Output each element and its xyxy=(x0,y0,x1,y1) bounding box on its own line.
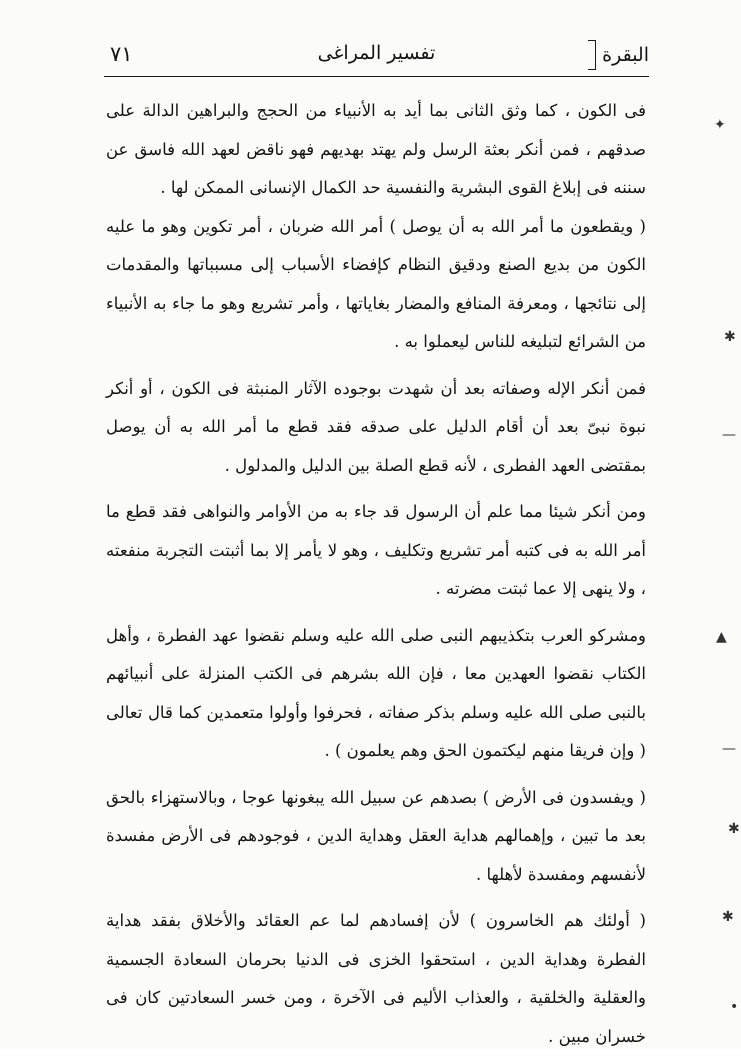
surah-name: البقرة xyxy=(602,44,649,66)
book-title: تفسير المراغى xyxy=(317,42,436,64)
paragraph-5: ومشركو العرب بتكذيبهم النبى صلى الله عليه وسلم نقضوا عهد الفطرة ، وأهل الكتاب نقضوا العهدين معا ، فإن الله بشرهم فى الكتب المنزلة على أنبيائهم بالنبى صلى الله عليه وسلم بذكر صفاته ، فحرفوا وأولوا متعمدين كما قال تعالى ( وإن فريقا منهم ليكتمون الحق وهم يعلمون ) . xyxy=(106,625,646,760)
margin-mark-7: ✱ xyxy=(722,909,734,925)
paragraph-6: ( ويفسدون فى الأرض ) بصدهم عن سبيل الله يبغونها عوجا ، وبالاستهزاء بالحق بعد ما تبين ، وإهمالهم هداية العقل وهداية الدين ، فوجودهم فى الأرض مفسدة لأنفسهم ومفسدة لأهلها . xyxy=(106,787,646,884)
page-header xyxy=(104,38,649,78)
margin-mark-6: ✱ xyxy=(728,821,740,837)
margin-mark-1: ✦ xyxy=(714,117,726,133)
header-rule xyxy=(104,76,649,77)
paragraph-7: ( أولئك هم الخاسرون ) لأن إفسادهم لما عم العقائد والأخلاق بفقد هداية الفطرة وهداية الدين ، استحقوا الخزى فى الدنيا بحرمان السعادة الجسمية والعقلية والخلقية ، والعذاب الأليم فى الآخرة ، ومن خسر السعادتين كان فى خسران مبين . xyxy=(106,911,646,1046)
margin-mark-2: ✱ xyxy=(724,329,736,345)
margin-mark-5: — xyxy=(722,741,736,757)
page-number: ٧١ xyxy=(110,42,133,66)
paragraph-4: ومن أنكر شيئا مما علم أن الرسول قد جاء به من الأوامر والنواهى فقد قطع ما أمر الله به فى كتبه أمر تشريع وتكليف ، وهو لا يأمر إلا بما أثبتت التجربة منفعته ، ولا ينهى إلا عما ثبتت مضرته . xyxy=(106,502,646,598)
margin-mark-3: — xyxy=(722,427,736,443)
margin-mark-8: • xyxy=(730,999,739,1015)
paragraph-2: ( ويقطعون ما أمر الله به أن يوصل ) أمر الله ضربان ، أمر تكوين وهو ما عليه الكون من بديع الصنع ودقيق النظام كإفضاء الأسباب إلى مسبباتها والمقدمات إلى نتائجها ، ومعرفة المنافع والمضار بغاياتها ، وأمر تشريع وهو ما جاء به الأنبياء من الشرائع لتبليغه للناس ليعملوا به . xyxy=(106,216,646,351)
paragraph-3: فمن أنكر الإله وصفاته بعد أن شهدت بوجوده الآثار المنبثة فى الكون ، أو أنكر نبوة نبىّ بعد أن أقام الدليل على صدقه فقد قطع ما أمر الله به أن يوصل بمقتضى العهد الفطرى ، لأنه قطع الصلة بين الدليل والمدلول . xyxy=(106,378,646,475)
paragraph-1: فى الكون ، كما وثق الثانى بما أيد به الأنبياء من الحجج والبراهين الدالة على صدقهم ، فمن أنكر بعثة الرسل ولم يهتد بهديهم فهو ناقض لعهد الله فاسق عن سننه فى إبلاغ القوى البشرية والنفسية حد الكمال الإنسانى الممكن لها . xyxy=(106,101,646,197)
page-body xyxy=(106,92,646,1056)
margin-mark-4: ▲ xyxy=(716,629,727,645)
